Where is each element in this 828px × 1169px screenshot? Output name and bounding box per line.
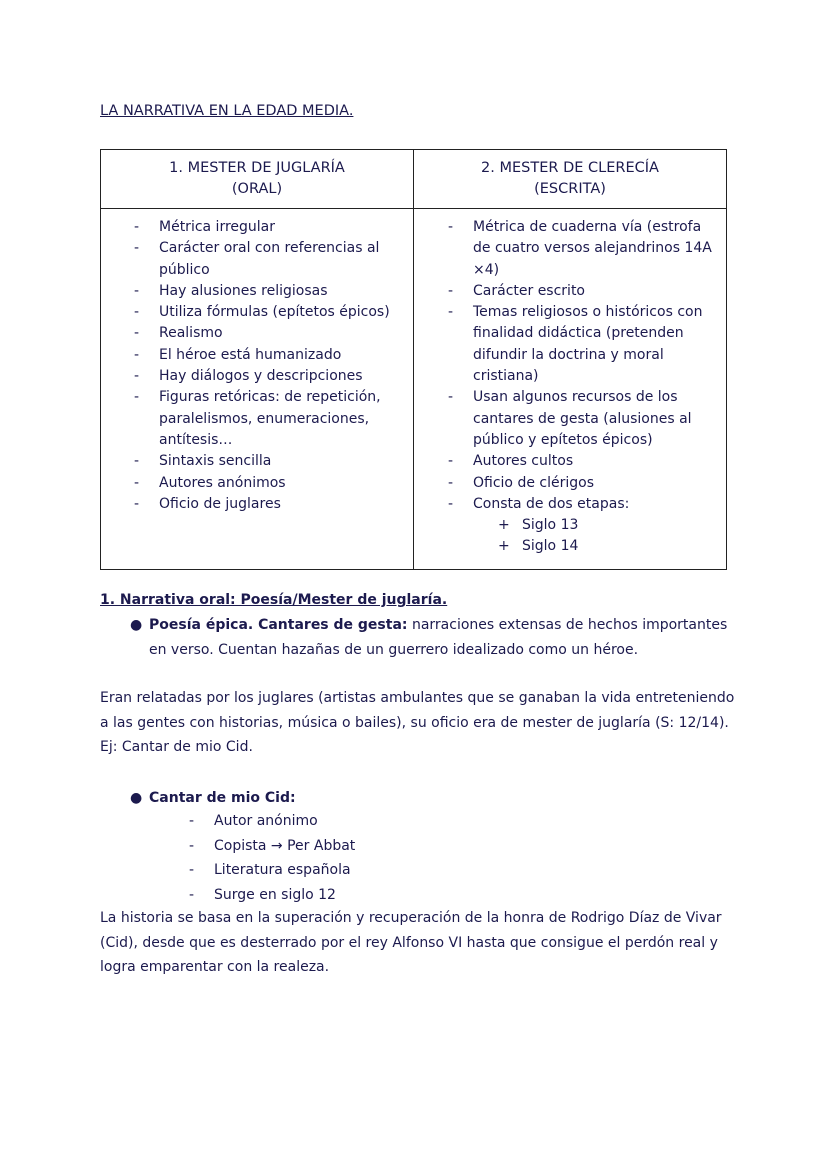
bullet-text: narraciones extensas de hechos importantes en verso. Cuentan hazañas de un guerrero idealizado como un héroe.	[149, 617, 728, 658]
list-item: - El héroe está humanizado	[120, 345, 400, 366]
section-heading: 1. Narrativa oral: Poesía/Mester de juglaría.	[100, 592, 448, 608]
list-item: - Autores cultos	[434, 451, 715, 472]
list-item: - Sintaxis sencilla	[120, 451, 400, 472]
list-item: - Hay alusiones religiosas	[120, 281, 400, 302]
bullet-icon: ●	[130, 790, 143, 806]
sub-list-item: + Siglo 13	[434, 515, 715, 536]
bullet-bold-text: Poesía épica. Cantares de gesta:	[149, 617, 408, 633]
header-juglaria: 1. MESTER DE JUGLARÍA (ORAL)	[101, 150, 414, 209]
page-title: LA NARRATIVA EN LA EDAD MEDIA.	[100, 103, 354, 119]
list-item: - Consta de dos etapas:	[434, 494, 715, 515]
list-item: - Métrica irregular	[120, 217, 400, 238]
cid-list-item: - Autor anónimo	[175, 809, 355, 834]
cid-list	[175, 809, 355, 907]
list-item: - Usan algunos recursos de los cantares de gesta (alusiones al público y epítetos épicos)	[434, 387, 715, 451]
list-item: - Oficio de clérigos	[434, 473, 715, 494]
cid-bullet	[130, 786, 296, 811]
list-item: - Realismo	[120, 323, 400, 344]
list-item: - Oficio de juglares	[120, 494, 400, 515]
bullet-icon: ●	[130, 617, 143, 633]
list-item: - Métrica de cuaderna vía (estrofa de cuatro versos alejandrinos 14A ×4)	[434, 217, 715, 281]
list-item: - Hay diálogos y descripciones	[120, 366, 400, 387]
cid-bullet-text: Cantar de mio Cid:	[149, 790, 296, 806]
cid-list-item: - Literatura española	[175, 858, 355, 883]
cid-list-item: - Copista → Per Abbat	[175, 834, 355, 859]
list-item: - Figuras retóricas: de repetición, paralelismos, enumeraciones, antítesis…	[120, 387, 400, 451]
epic-poetry-bullet	[130, 613, 729, 662]
closing-paragraph: La historia se basa en la superación y recuperación de la honra de Rodrigo Díaz de Vivar (Cid), desde que es desterrado por el rey Alfonso VI hasta que consigue el perdón real y logra emparentar con la realeza.	[100, 910, 722, 975]
comparison-table	[100, 149, 727, 570]
list-item: - Autores anónimos	[120, 473, 400, 494]
clerecia-cell	[414, 209, 727, 570]
cid-list-item: - Surge en siglo 12	[175, 883, 355, 908]
list-item: - Temas religiosos o históricos con finalidad didáctica (pretenden difundir la doctrina y moral cristiana)	[434, 302, 715, 387]
juglares-paragraph: Eran relatadas por los juglares (artistas ambulantes que se ganaban la vida entreteniendo a las gentes con historias, música o bailes), su oficio era de mester de juglaría (S: 12/14). Ej: Cantar de mio Cid.	[100, 690, 735, 755]
list-item: - Utiliza fórmulas (epítetos épicos)	[120, 302, 400, 323]
list-item: - Carácter oral con referencias al público	[120, 238, 400, 281]
list-item: - Carácter escrito	[434, 281, 715, 302]
header-clerecia: 2. MESTER DE CLERECÍA (ESCRITA)	[414, 150, 727, 209]
juglaria-cell	[101, 209, 414, 570]
sub-list-item: + Siglo 14	[434, 536, 715, 557]
